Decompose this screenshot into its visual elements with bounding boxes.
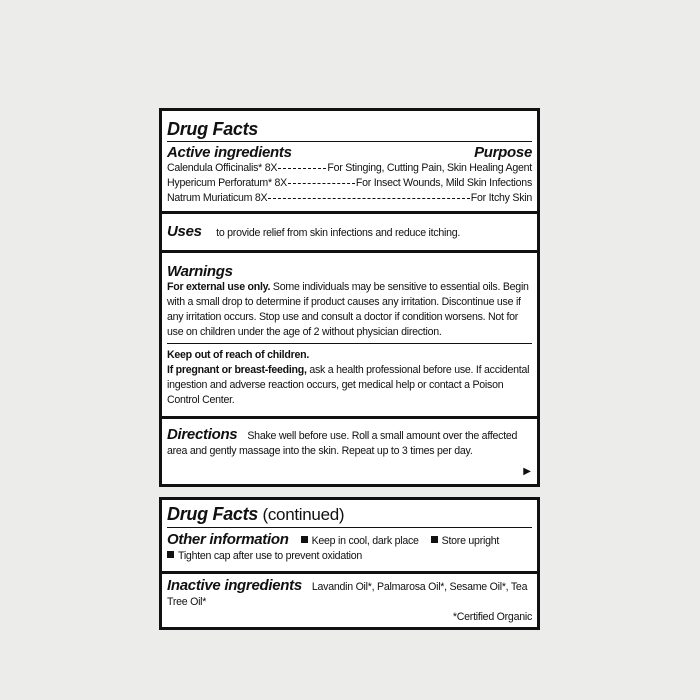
warnings-heading: Warnings	[167, 263, 233, 280]
other-information-heading: Other information	[167, 531, 289, 548]
other-information-section	[162, 528, 537, 571]
bullet-icon	[431, 536, 438, 543]
uses-heading: Uses	[167, 223, 202, 240]
other-info-item: Keep in cool, dark place	[311, 535, 419, 547]
ingredient-row	[167, 161, 532, 176]
directions-text: Shake well before use. Roll a small amount over the affected area and gently massage into the skin. Repeat up to 3 times per day.	[167, 430, 518, 457]
uses-text: to provide relief from skin infections and reduce itching.	[216, 227, 461, 239]
inactive-ingredients-section	[162, 574, 537, 625]
inactive-ingredients-text: Lavandin Oil*, Palmarosa Oil*, Sesame Oil*, Tea Tree Oil*	[167, 581, 528, 608]
warnings-section	[162, 253, 537, 343]
directions-section	[162, 419, 537, 459]
pregnancy-text	[167, 363, 532, 408]
inactive-ingredients-heading: Inactive ingredients	[167, 577, 302, 594]
active-ingredients-heading: Active ingredients	[167, 144, 292, 161]
pregnancy-body: ask a health professional before use. If accidental ingestion and adverse reaction occurs, get medical help or contact a Poison Control Center.	[167, 364, 530, 406]
bullet-icon	[301, 536, 308, 543]
pregnancy-label: If pregnant or breast-feeding,	[167, 364, 307, 376]
other-info-item: Tighten cap after use to prevent oxidation	[178, 550, 363, 562]
children-pregnancy-section	[162, 344, 537, 416]
external-use-text: Some individuals may be sensitive to essential oils. Begin with a small drop to determine if product causes any irritation. Discontinue use if any irritation occurs. Stop use and consult a doctor if condition worsens. Not for use on children under the age of 2 without physician direction.	[167, 281, 529, 338]
keep-out-text: Keep out of reach of children.	[167, 349, 310, 361]
other-info-item: Store upright	[441, 535, 500, 547]
ingredient-row	[167, 191, 532, 206]
ingredient-purpose: For Stinging, Cutting Pain, Skin Healing Agent	[327, 162, 532, 174]
ingredient-purpose: For Insect Wounds, Mild Skin Infections	[355, 177, 532, 189]
ingredient-row	[167, 176, 532, 191]
external-use-label: For external use only.	[167, 281, 271, 293]
drug-facts-panel	[159, 108, 540, 487]
directions-heading: Directions	[167, 426, 238, 443]
continued-label: (continued)	[262, 505, 345, 524]
active-ingredients-section	[162, 142, 537, 211]
drug-facts-title: Drug Facts	[167, 119, 259, 139]
purpose-heading: Purpose	[474, 144, 532, 161]
uses-section	[162, 214, 537, 250]
ingredient-purpose: For Itchy Skin	[470, 192, 532, 204]
certified-organic-footnote: *Certified Organic	[452, 611, 532, 623]
ingredient-name: Calendula Officinalis* 8X	[167, 162, 278, 174]
ingredient-name: Hypericum Perforatum* 8X	[167, 177, 287, 189]
continue-arrow-icon: ▶	[523, 466, 531, 477]
ingredient-name: Natrum Muriaticum 8X	[167, 192, 268, 204]
warnings-text	[167, 280, 532, 340]
drug-facts-title: Drug Facts	[167, 504, 259, 524]
drug-facts-continued-panel	[159, 497, 540, 630]
bullet-icon	[167, 551, 174, 558]
